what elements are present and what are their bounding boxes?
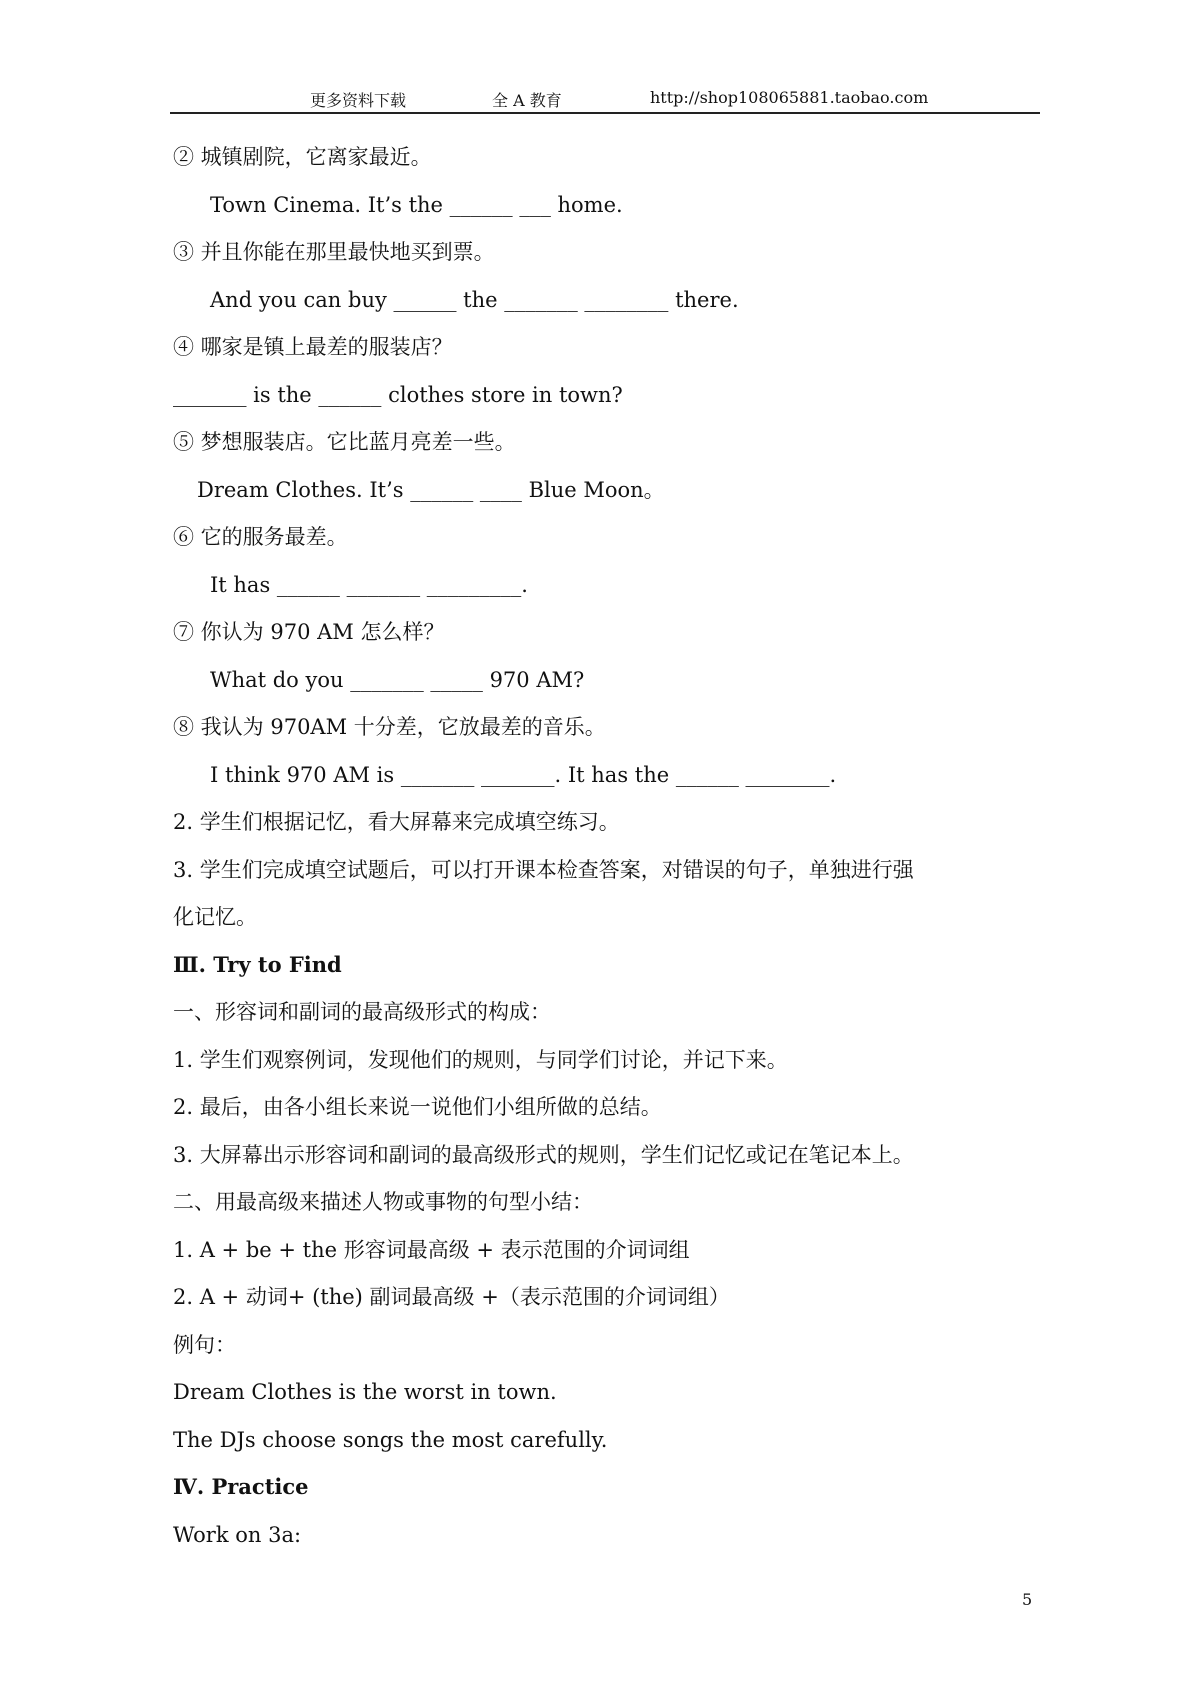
header-url[interactable]: http://shop108065881.taobao.com [650,88,929,107]
step-2-text: 2. 学生们根据记忆，看大屏幕来完成填空练习。 [173,810,620,834]
page-number: 5 [1022,1590,1033,1609]
item-6-english: It has ______ _______ _________. [210,573,528,597]
item-5-chinese: ⑤ 梦想服装店。它比蓝月亮差一些。 [173,430,516,454]
step-3-text: 3. 学生们完成填空试题后，可以打开课本检查答案，对错误的句子，单独进行强 [173,858,914,882]
pattern-2: 2. A + 动词+ (the) 副词最高级 +（表示范围的介词词组） [173,1285,730,1309]
item-7-chinese: ⑦ 你认为 970 AM 怎么样？ [173,620,445,644]
subheading-superlative-formation: 一、形容词和副词的最高级形式的构成： [173,1000,551,1024]
item-2-chinese: ② 城镇剧院，它离家最近。 [173,145,432,169]
item-3-english: And you can buy ______ the _______ ________ there. [210,288,739,312]
header-download-text: 更多资料下载 [310,91,407,110]
find-step-1: 1. 学生们观察例词，发现他们的规则，与同学们讨论，并记下来。 [173,1048,788,1072]
examples-label: 例句： [173,1333,236,1357]
item-5-english: Dream Clothes. It’s ______ ____ Blue Moon。 [197,478,665,502]
item-6-chinese: ⑥ 它的服务最差。 [173,525,348,549]
item-8-chinese: ⑧ 我认为 970AM 十分差，它放最差的音乐。 [173,715,606,739]
find-step-3: 3. 大屏幕出示形容词和副词的最高级形式的规则，学生们记忆或记在笔记本上。 [173,1143,914,1167]
item-3-chinese: ③ 并且你能在那里最快地买到票。 [173,240,495,264]
page-header [170,84,1040,114]
item-4-chinese: ④ 哪家是镇上最差的服装店？ [173,335,453,359]
header-brand-text: 全 A 教育 [492,91,562,110]
example-sentence-1: Dream Clothes is the worst in town. [173,1380,557,1404]
pattern-1: 1. A + be + the 形容词最高级 + 表示范围的介词词组 [173,1238,690,1262]
practice-instruction: Work on 3a: [173,1523,302,1547]
item-2-english: Town Cinema. It’s the ______ ___ home. [210,193,623,217]
find-step-2: 2. 最后，由各小组长来说一说他们小组所做的总结。 [173,1095,662,1119]
step-3-text-continued: 化记忆。 [173,905,257,929]
item-7-english: What do you _______ _____ 970 AM? [210,668,585,692]
item-8-english: I think 970 AM is _______ _______. It has the ______ ________. [210,763,837,787]
section-heading-practice: Ⅳ. Practice [173,1474,309,1499]
section-heading-try-to-find: Ⅲ. Try to Find [173,952,342,977]
item-4-english: _______ is the ______ clothes store in town? [173,383,623,407]
subheading-sentence-patterns: 二、用最高级来描述人物或事物的句型小结： [173,1190,593,1214]
example-sentence-2: The DJs choose songs the most carefully. [173,1428,608,1452]
